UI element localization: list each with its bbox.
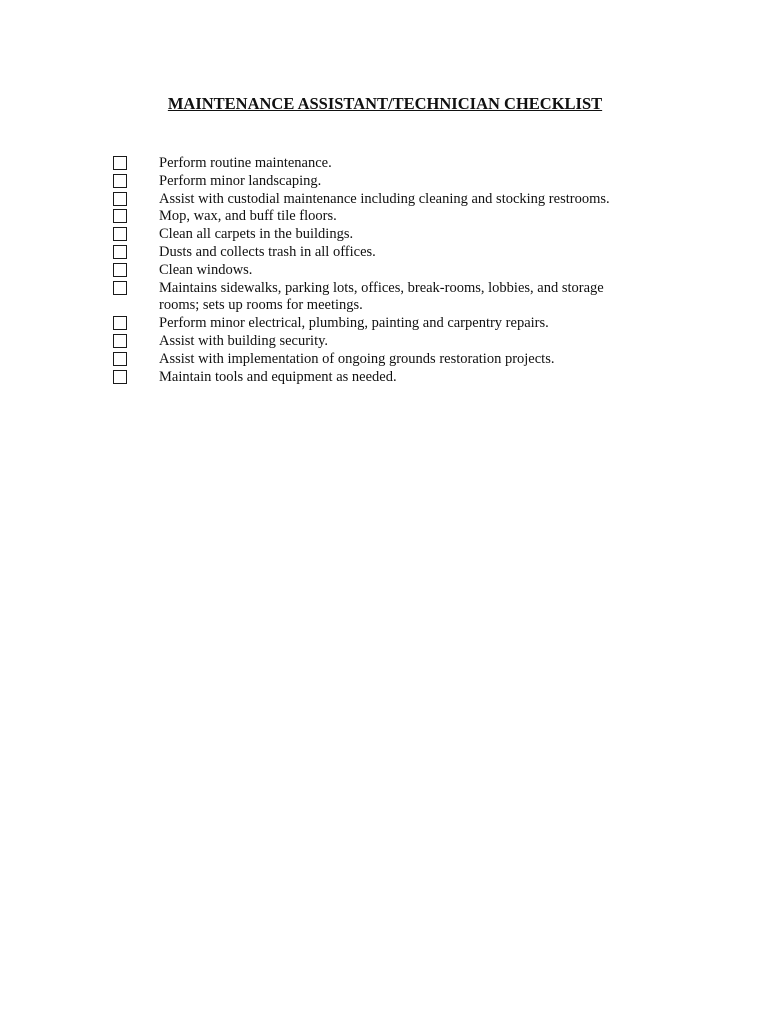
checklist-item-text: Maintain tools and equipment as needed. [159, 368, 397, 385]
checklist-item [113, 226, 673, 244]
document-title: MAINTENANCE ASSISTANT/TECHNICIAN CHECKLIST [167, 94, 603, 113]
checkbox[interactable] [113, 370, 127, 384]
checklist-item-text-continued: rooms; sets up rooms for meetings. [159, 297, 363, 314]
checklist-item [113, 280, 673, 316]
checklist-item [113, 369, 673, 387]
checklist-item [113, 351, 673, 369]
checklist-item-text: Clean windows. [159, 261, 253, 278]
checkbox[interactable] [113, 209, 127, 223]
checklist-item-text: Perform minor electrical, plumbing, painting and carpentry repairs. [159, 315, 549, 332]
checklist-item-text: Maintains sidewalks, parking lots, offices, break-rooms, lobbies, and storage [159, 279, 604, 296]
checklist-item-text: Assist with implementation of ongoing grounds restoration projects. [159, 350, 555, 367]
checklist-item [113, 208, 673, 226]
checkbox[interactable] [113, 352, 127, 366]
checklist-item [113, 191, 673, 209]
checkbox[interactable] [113, 263, 127, 277]
checkbox[interactable] [113, 156, 127, 170]
checkbox[interactable] [113, 174, 127, 188]
checklist-item-text: Mop, wax, and buff tile floors. [159, 208, 337, 225]
checkbox[interactable] [113, 227, 127, 241]
checkbox[interactable] [113, 245, 127, 259]
checklist-item [113, 244, 673, 262]
checkbox[interactable] [113, 281, 127, 295]
checklist-item-text: Perform minor landscaping. [159, 172, 322, 189]
checkbox[interactable] [113, 316, 127, 330]
checklist-item [113, 155, 673, 173]
checklist-item-text: Perform routine maintenance. [159, 155, 332, 171]
checklist-item-text: Clean all carpets in the buildings. [159, 226, 354, 243]
checklist-item-text: Assist with building security. [159, 332, 329, 349]
checklist-item [113, 315, 673, 333]
checklist [113, 155, 673, 386]
checklist-item-text: Dusts and collects trash in all offices. [159, 243, 376, 260]
checklist-item [113, 173, 673, 191]
checklist-item [113, 333, 673, 351]
checklist-item-text: Assist with custodial maintenance including cleaning and stocking restrooms. [159, 190, 610, 207]
checklist-item [113, 262, 673, 280]
checkbox[interactable] [113, 334, 127, 348]
checkbox[interactable] [113, 192, 127, 206]
